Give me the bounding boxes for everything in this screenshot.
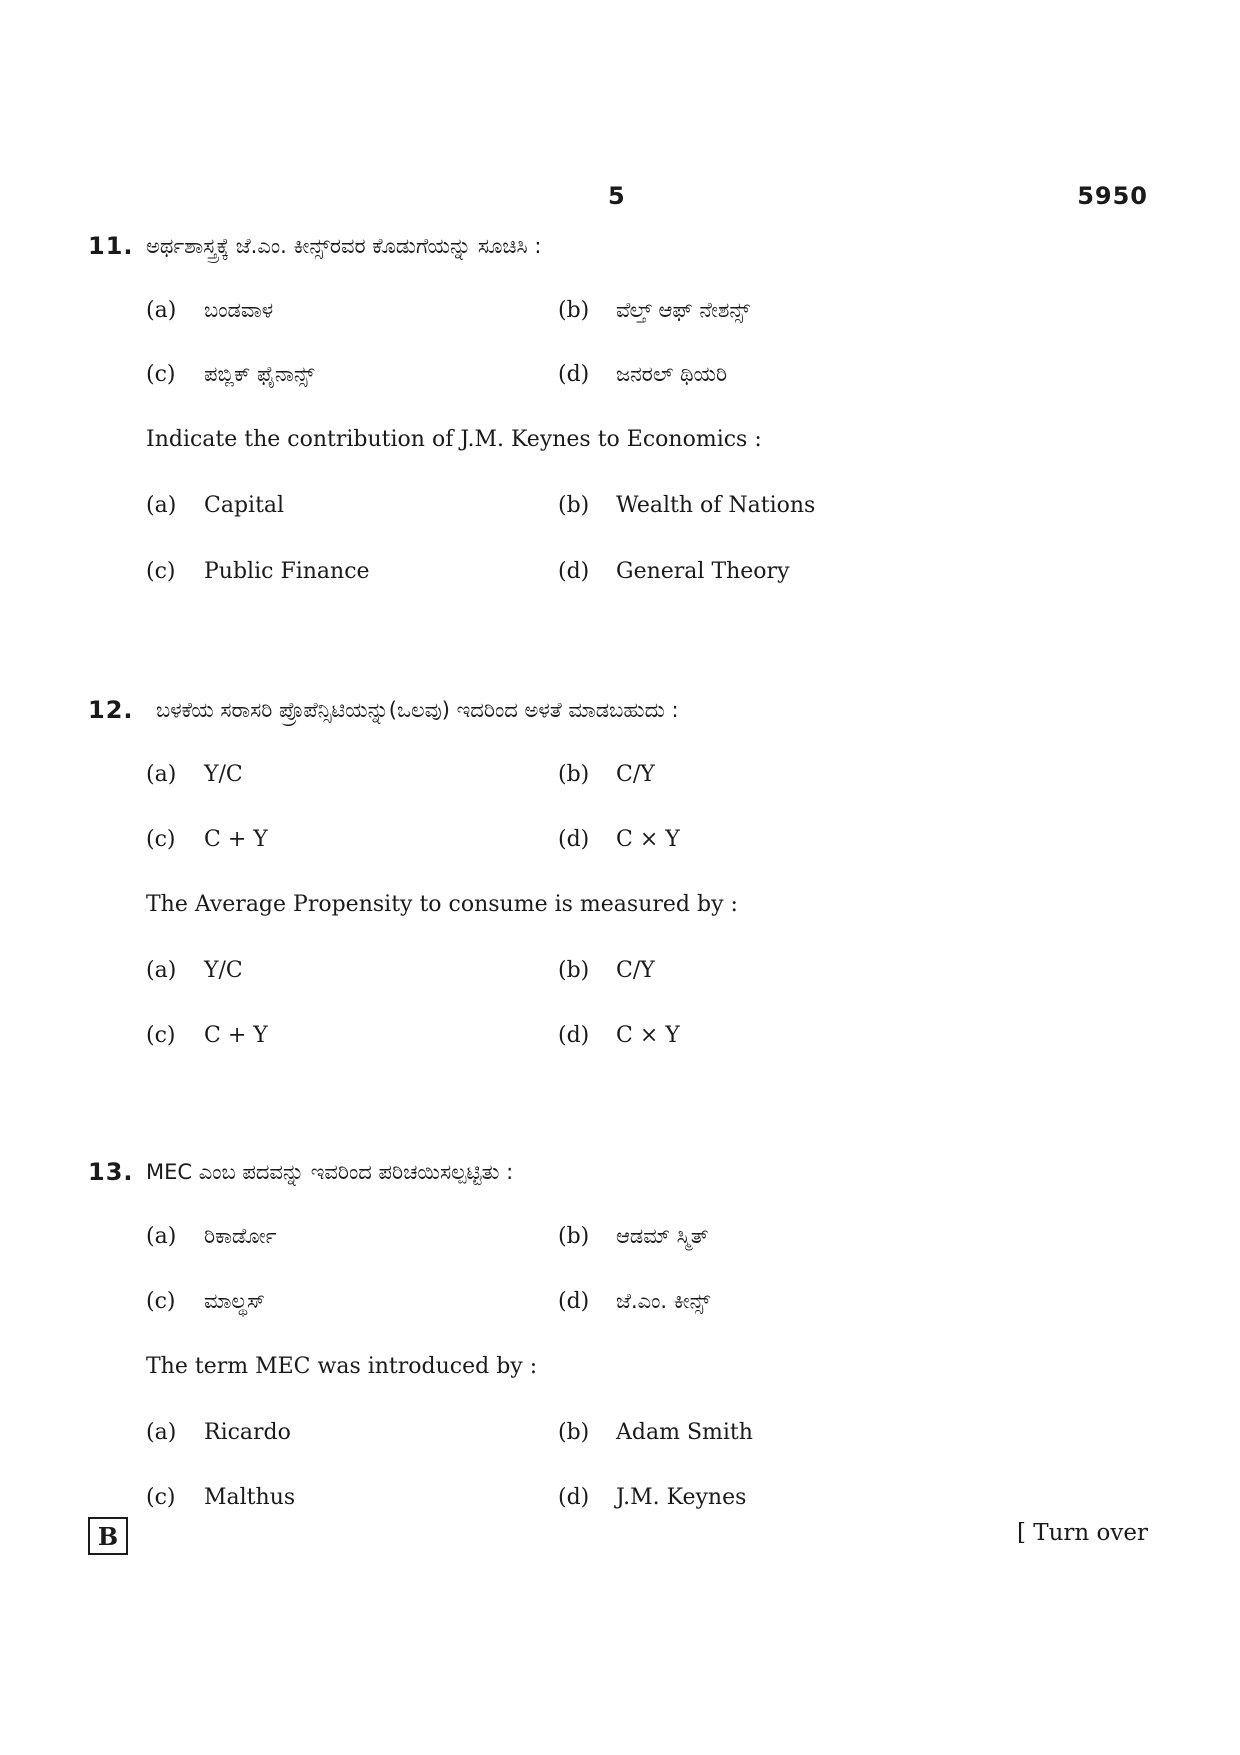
option-text: Y/C — [204, 762, 243, 787]
turn-over-note: [ Turn over — [1016, 1520, 1148, 1546]
option-text: ಬಂಡವಾಳ — [204, 298, 274, 322]
question-13 — [88, 1158, 1148, 1518]
question-11 — [88, 232, 1148, 592]
option-label: (b) — [558, 1224, 590, 1249]
kn-option-d — [558, 362, 727, 387]
question-12 — [88, 696, 1148, 1056]
kannada-stem: MEC ಎಂಬ ಪದವನ್ನು ಇವರಿಂದ ಪರಿಚಯಿಸಲ್ಪಟ್ಟಿತು : — [146, 1160, 514, 1184]
option-text: ಜೆ.ಎಂ. ಕೀನ್ಸ್ — [616, 1289, 711, 1313]
option-text: Ricardo — [204, 1420, 291, 1445]
option-label: (a) — [146, 958, 177, 983]
question-number: 11. — [88, 232, 134, 260]
en-option-d — [558, 559, 790, 584]
option-label: (a) — [146, 493, 177, 518]
option-label: (b) — [558, 493, 590, 518]
question-number: 12. — [88, 696, 134, 724]
option-text: General Theory — [616, 559, 790, 584]
option-text: Adam Smith — [616, 1420, 753, 1445]
option-text: C + Y — [204, 1023, 268, 1048]
option-text: C/Y — [616, 762, 655, 787]
option-label: (c) — [146, 559, 176, 584]
option-text: C/Y — [616, 958, 655, 983]
option-text: ವೆಲ್ತ್ ಆಫ್ ನೇಶನ್ಸ್ — [616, 298, 750, 322]
option-label: (b) — [558, 762, 590, 787]
option-label: (d) — [558, 827, 590, 852]
kn-option-c — [146, 827, 268, 852]
option-text: C × Y — [616, 1023, 680, 1048]
paper-code: 5950 — [1077, 182, 1148, 210]
en-option-a — [146, 1420, 291, 1445]
option-label: (d) — [558, 559, 590, 584]
option-label: (b) — [558, 1420, 590, 1445]
option-text: ಪಬ್ಲಿಕ್ ಫೈನಾನ್ಸ್ — [204, 362, 315, 386]
option-text: ರಿಕಾರ್ಡೋ — [204, 1224, 277, 1248]
option-label: (d) — [558, 1289, 590, 1314]
en-option-b — [558, 958, 655, 983]
en-option-a — [146, 958, 243, 983]
en-option-c — [146, 559, 370, 584]
kn-option-b — [558, 1224, 709, 1249]
option-text: ಜನರಲ್ ಥಿಯರಿ — [616, 362, 728, 386]
en-option-d — [558, 1023, 680, 1048]
option-label: (b) — [558, 298, 590, 323]
option-text: Public Finance — [204, 559, 370, 584]
option-text: Y/C — [204, 958, 243, 983]
kannada-stem: ಅರ್ಥಶಾಸ್ತ್ರಕ್ಕೆ ಜೆ.ಎಂ. ಕೀನ್ಸ್‌ರವರ ಕೊಡುಗೆಯನ್ನು ಸೂಚಿಸಿ : — [146, 234, 542, 258]
option-label: (a) — [146, 298, 177, 323]
option-label: (a) — [146, 762, 177, 787]
option-label: (d) — [558, 362, 590, 387]
kn-option-b — [558, 762, 655, 787]
en-option-c — [146, 1023, 268, 1048]
kn-option-a — [146, 762, 243, 787]
option-text: Malthus — [204, 1485, 296, 1510]
question-number: 13. — [88, 1158, 134, 1186]
option-label: (d) — [558, 1023, 590, 1048]
kn-option-c — [146, 1289, 265, 1314]
kn-option-a — [146, 298, 273, 323]
kannada-stem: ಬಳಕೆಯ ಸರಾಸರಿ ಪ್ರೊಪೆನ್ಸಿಟಿಯನ್ನು(ಒಲವು) ಇದರಿಂದ ಅಳತೆ ಮಾಡಬಹುದು : — [156, 698, 679, 722]
kn-option-b — [558, 298, 750, 323]
en-option-b — [558, 1420, 753, 1445]
en-option-a — [146, 493, 284, 518]
option-text: C × Y — [616, 827, 680, 852]
option-label: (c) — [146, 1485, 176, 1510]
option-text: C + Y — [204, 827, 268, 852]
option-text: ಆಡಮ್ ಸ್ಮಿತ್ — [616, 1224, 709, 1248]
english-stem: The Average Propensity to consume is measured by : — [146, 892, 738, 917]
option-label: (d) — [558, 1485, 590, 1510]
kn-option-d — [558, 827, 680, 852]
kn-option-d — [558, 1289, 710, 1314]
english-stem: Indicate the contribution of J.M. Keynes to Economics : — [146, 427, 762, 452]
option-text: Wealth of Nations — [616, 493, 816, 518]
option-text: ಮಾಲ್ಥಸ್ — [204, 1289, 266, 1313]
option-text: Capital — [204, 493, 285, 518]
option-text: J.M. Keynes — [616, 1485, 747, 1510]
page-number: 5 — [608, 182, 625, 210]
option-label: (c) — [146, 1023, 176, 1048]
option-label: (a) — [146, 1224, 177, 1249]
option-label: (c) — [146, 362, 176, 387]
en-option-c — [146, 1485, 295, 1510]
option-label: (b) — [558, 958, 590, 983]
kn-option-a — [146, 1224, 277, 1249]
option-label: (c) — [146, 1289, 176, 1314]
en-option-b — [558, 493, 815, 518]
kn-option-c — [146, 362, 314, 387]
en-option-d — [558, 1485, 746, 1510]
option-label: (a) — [146, 1420, 177, 1445]
option-label: (c) — [146, 827, 176, 852]
set-code-badge: B — [88, 1517, 128, 1555]
english-stem: The term MEC was introduced by : — [146, 1354, 538, 1379]
